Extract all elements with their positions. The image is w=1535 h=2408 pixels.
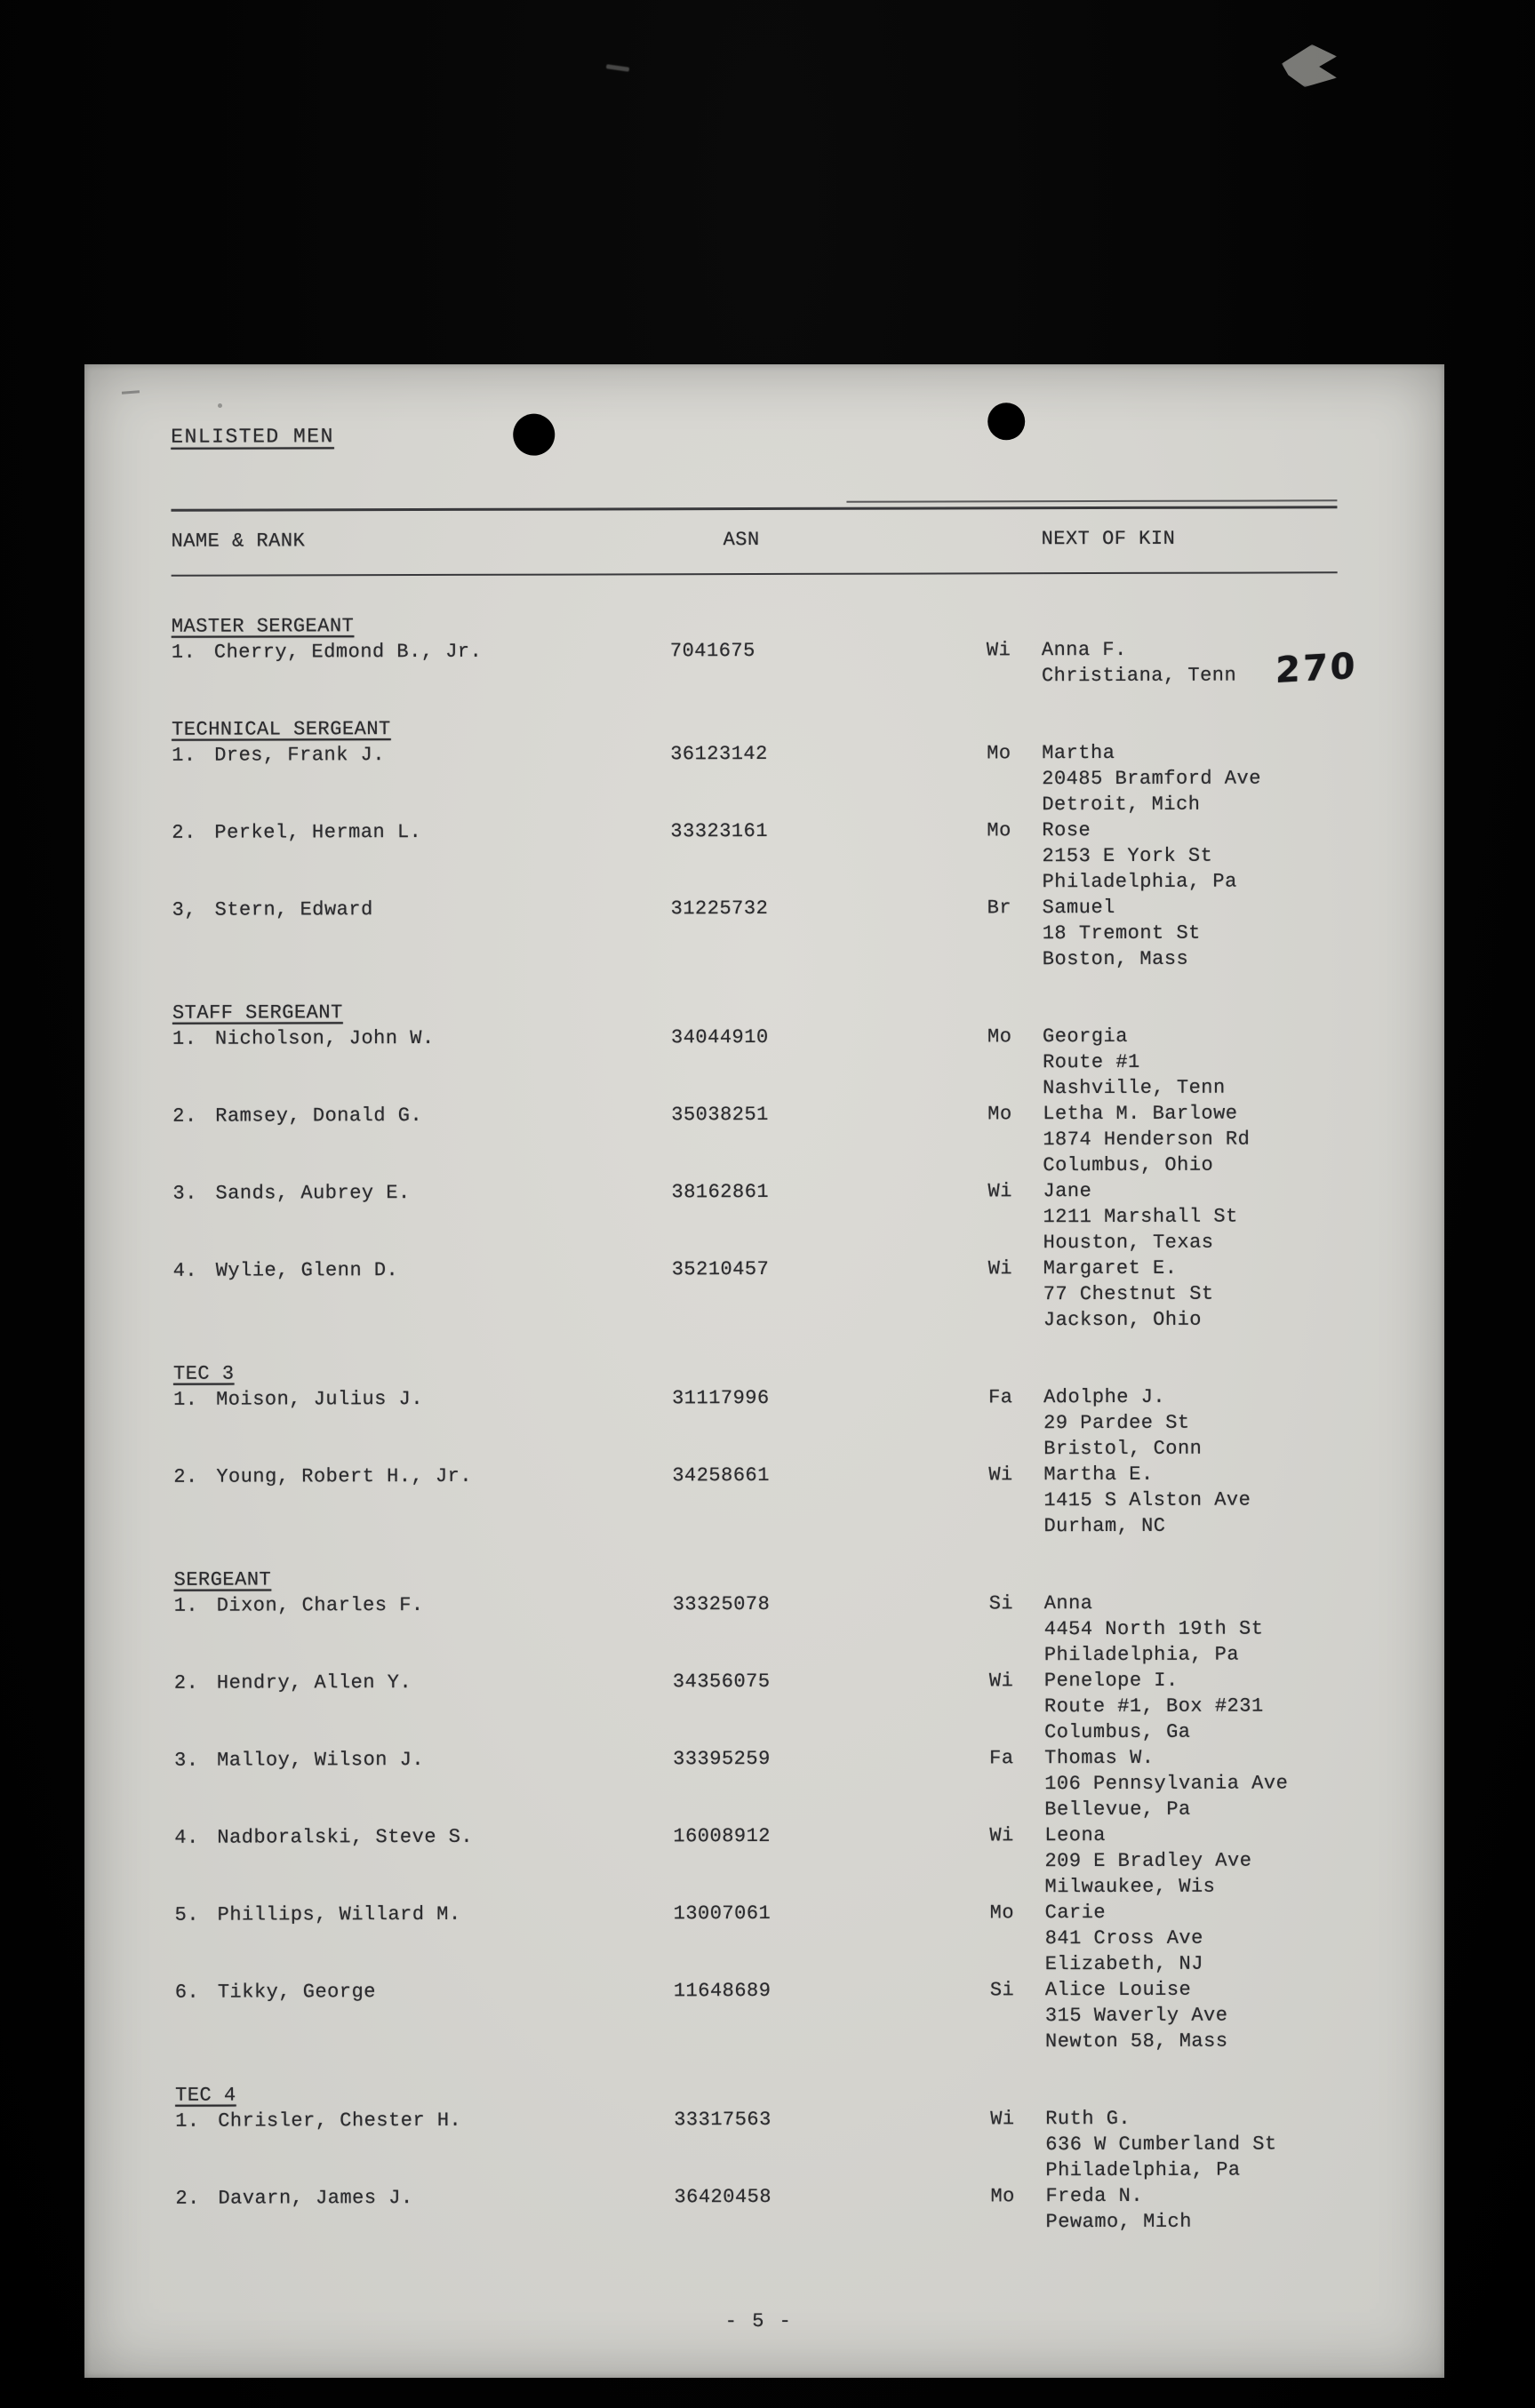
kin-relation: Si [989,1979,1015,2002]
section-title: STAFF SERGEANT [172,1001,343,1025]
kin-line: Ruth G. [1045,2107,1131,2131]
document-page [84,364,1444,2378]
entry-number: 2. [173,1671,199,1694]
entry-number: 2. [172,1104,197,1128]
kin-line: Philadelphia, Pa [1045,2158,1241,2182]
kin-line: 1211 Marshall St [1043,1205,1238,1229]
kin-relation: Wi [986,639,1011,662]
table-header [172,525,1338,554]
kin-address [1043,1100,1356,1178]
kin-line: 1415 S Alston Ave [1043,1488,1251,1512]
entry-asn: 31225732 [670,897,769,921]
kin-line: Jackson, Ohio [1043,1308,1203,1332]
kin-line: 29 Pardee St [1043,1411,1190,1435]
roster-row [173,1383,1357,1463]
kin-line: Philadelphia, Pa [1042,870,1237,894]
entry-asn: 34258661 [672,1463,770,1487]
kin-line: Georgia [1042,1025,1128,1049]
kin-line: Newton 58, Mass [1044,2029,1228,2053]
kin-address [1043,1177,1356,1256]
scan-artifact-dash [606,64,629,72]
rank-section [172,714,1356,974]
entry-asn: 33323161 [670,819,769,843]
entry-name: Ramsey, Donald G. [215,1104,423,1128]
kin-address [1043,894,1356,972]
kin-relation: Mo [990,2185,1015,2208]
entry-number: 2. [175,2187,200,2210]
entry-name: Tikky, George [217,1981,377,2004]
section-title: TEC 3 [172,1362,235,1385]
roster-row [172,1023,1356,1103]
rank-section [172,610,1355,690]
kin-line: Christiana, Tenn [1041,664,1237,688]
kin-address [1045,2105,1359,2183]
entry-name: Malloy, Wilson J. [217,1749,425,1772]
divider-top [171,506,1337,511]
entry-asn: 31117996 [672,1386,770,1410]
entry-asn: 33395259 [673,1747,771,1771]
kin-line: Anna F. [1041,638,1127,662]
kin-line: Alice Louise [1044,1978,1192,2002]
kin-relation: Wi [990,2108,1015,2131]
rank-section [175,2079,1359,2237]
kin-line: 1874 Henderson Rd [1043,1128,1251,1152]
entry-name: Young, Robert H., Jr. [216,1464,473,1488]
entry-number: 2. [172,821,196,844]
kin-line: Samuel [1042,896,1115,920]
kin-line: Margaret E. [1043,1256,1178,1280]
kin-line: Pewamo, Mich [1045,2210,1192,2234]
kin-line: Elizabeth, NJ [1044,1952,1203,1976]
rank-section [174,1564,1359,2056]
kin-line: Columbus, Ga [1044,1720,1191,1744]
entry-name: Sands, Aubrey E. [215,1182,411,1205]
entry-number: 1. [175,2109,200,2133]
kin-address [1043,1255,1357,1333]
kin-relation: Br [987,897,1012,920]
entry-name: Phillips, Willard M. [217,1902,461,1926]
kin-line: 77 Chestnut St [1043,1282,1214,1306]
kin-line: Philadelphia, Pa [1043,1643,1240,1667]
kin-line: 636 W Cumberland St [1045,2133,1277,2157]
kin-line: Nashville, Tenn [1043,1076,1226,1100]
entry-number: 1. [172,744,196,767]
entry-number: 3. [172,1182,197,1205]
kin-address [1043,1023,1356,1101]
entry-asn: 33325078 [672,1592,771,1616]
kin-line: 841 Cross Ave [1044,1926,1203,1950]
divider-header-bottom [172,571,1338,576]
kin-address [1042,817,1355,895]
handwritten-page-stamp: 270 [1275,645,1358,691]
roster-row [172,1177,1356,1257]
entry-number: 1. [173,1594,199,1617]
kin-line: Anna [1043,1592,1093,1615]
entry-asn: 33317563 [674,2108,771,2132]
kin-line: Boston, Mass [1042,947,1189,971]
entry-name: Wylie, Glenn D. [215,1259,399,1282]
entry-name: Nadboralski, Steve S. [217,1825,474,1849]
entry-name: Dres, Frank J. [214,744,386,767]
entry-number: 4. [174,1826,199,1849]
entry-number: 5. [174,1903,200,1926]
entry-name: Nicholson, John W. [214,1026,435,1050]
roster [172,610,1360,2237]
roster-row [174,1590,1358,1670]
hole-punch-left [513,414,555,456]
kin-line: Columbus, Ohio [1043,1153,1214,1177]
kin-line: Thomas W. [1044,1746,1155,1770]
kin-line: Letha M. Barlowe [1043,1102,1238,1126]
kin-address [1045,2182,1359,2235]
entry-number: 1. [171,641,196,664]
roster-row [174,1667,1358,1747]
page-content [82,363,1447,2380]
kin-relation: Wi [988,1463,1013,1487]
kin-line: Milwaukee, Wis [1044,1875,1216,1899]
roster-row [172,1100,1356,1180]
kin-line: Leona [1044,1823,1106,1847]
entry-number: 1. [173,1388,198,1411]
entry-asn: 13007061 [673,1902,771,1926]
kin-address [1044,1667,1358,1745]
entry-number: 1. [172,1027,197,1050]
kin-line: Detroit, Mich [1042,793,1201,817]
entry-number: 4. [172,1259,198,1282]
kin-address [1045,1899,1359,1977]
entry-name: Hendry, Allen Y. [216,1671,412,1694]
entry-name: Davarn, James J. [218,2187,413,2210]
kin-line: Carie [1044,1901,1107,1925]
roster-row [172,739,1355,819]
kin-relation: Wi [987,1257,1013,1280]
entry-asn: 36123142 [670,742,768,766]
divider-top-thin [846,499,1337,502]
entry-number: 3. [174,1749,199,1772]
kin-line: 106 Pennsylvania Ave [1044,1772,1289,1796]
kin-relation: Mo [987,1103,1012,1126]
kin-line: 209 E Bradley Ave [1044,1849,1252,1873]
page-number: - 5 - [724,2309,793,2333]
kin-line: Freda N. [1045,2184,1144,2208]
kin-line: Durham, NC [1043,1514,1166,1538]
entry-name: Cherry, Edmond B., Jr. [213,640,483,664]
roster-row [172,894,1356,974]
kin-line: Penelope I. [1043,1669,1179,1693]
section-title: MASTER SERGEANT [171,615,355,638]
entry-asn: 36420458 [674,2185,772,2209]
entry-asn: 11648689 [673,1979,771,2003]
kin-address [1045,1976,1359,2054]
entry-name: Dixon, Charles F. [216,1594,424,1617]
section-title: SERGEANT [173,1568,272,1591]
entry-asn: 35038251 [671,1103,769,1127]
rank-section [172,997,1357,1335]
entry-name: Perkel, Herman L. [214,821,422,844]
section-title: TECHNICAL SERGEANT [172,718,391,741]
kin-line: Martha [1042,741,1115,765]
entry-name: Chrisler, Chester H. [218,2109,462,2133]
section-title: TEC 4 [175,2084,236,2107]
column-header-name-rank: NAME & RANK [171,530,306,553]
kin-address [1042,739,1355,817]
scan-smudge [1282,44,1337,87]
roster-row [175,1976,1359,2056]
kin-line: Bellevue, Pa [1044,1798,1191,1822]
kin-relation: Mo [987,1025,1012,1049]
kin-line: Bristol, Conn [1043,1437,1203,1461]
roster-row [173,1461,1357,1541]
entry-number: 3, [172,898,197,921]
kin-line: Martha E. [1043,1463,1154,1487]
hole-punch-right [987,403,1025,440]
entry-asn: 38162861 [671,1180,770,1204]
roster-row [175,2182,1359,2237]
kin-line: 4454 North 19th St [1043,1617,1264,1641]
entry-number: 2. [173,1465,198,1488]
entry-name: Stern, Edward [214,898,373,921]
kin-line: 20485 Bramford Ave [1042,767,1261,791]
kin-address [1043,1461,1357,1539]
kin-line: 2153 E York St [1042,844,1213,868]
roster-row [175,2105,1359,2185]
entry-asn: 7041675 [669,640,756,663]
kin-address [1044,1744,1358,1822]
kin-address [1043,1383,1357,1462]
kin-relation: Mo [989,1902,1015,1925]
kin-line: Jane [1043,1180,1092,1203]
kin-relation: Wi [987,1180,1012,1203]
kin-relation: Mo [987,742,1011,765]
kin-line: 315 Waverly Ave [1044,2004,1228,2028]
kin-line: Adolphe J. [1043,1385,1166,1409]
entry-name: Moison, Julius J. [216,1388,424,1411]
entry-asn: 34044910 [670,1025,769,1049]
column-header-next-of-kin: NEXT OF KIN [1041,527,1176,551]
entry-asn: 16008912 [673,1824,771,1848]
column-header-asn: ASN [723,529,760,552]
roster-row [175,1899,1359,1979]
kin-line: Houston, Texas [1043,1231,1214,1255]
roster-row [172,817,1355,897]
kin-line: Route #1 [1043,1050,1140,1074]
kin-line: Rose [1042,819,1091,842]
roster-row [172,636,1355,690]
rank-section [173,1358,1358,1541]
kin-relation: Fa [989,1747,1014,1770]
roster-row [174,1744,1358,1824]
entry-number: 6. [174,1981,200,2004]
kin-relation: Mo [987,819,1011,842]
kin-relation: Wi [989,1824,1014,1847]
kin-address [1044,1822,1358,1900]
entry-asn: 35210457 [671,1257,770,1281]
kin-relation: Si [988,1592,1014,1615]
roster-row [173,1255,1357,1335]
kin-relation: Fa [988,1386,1013,1409]
kin-address [1044,1590,1358,1668]
kin-line: 18 Tremont St [1042,921,1201,945]
page-title: ENLISTED MEN [171,425,334,449]
kin-line: Route #1, Box #231 [1043,1694,1264,1718]
entry-asn: 34356075 [672,1670,771,1694]
roster-row [174,1822,1358,1902]
kin-relation: Wi [988,1670,1014,1693]
